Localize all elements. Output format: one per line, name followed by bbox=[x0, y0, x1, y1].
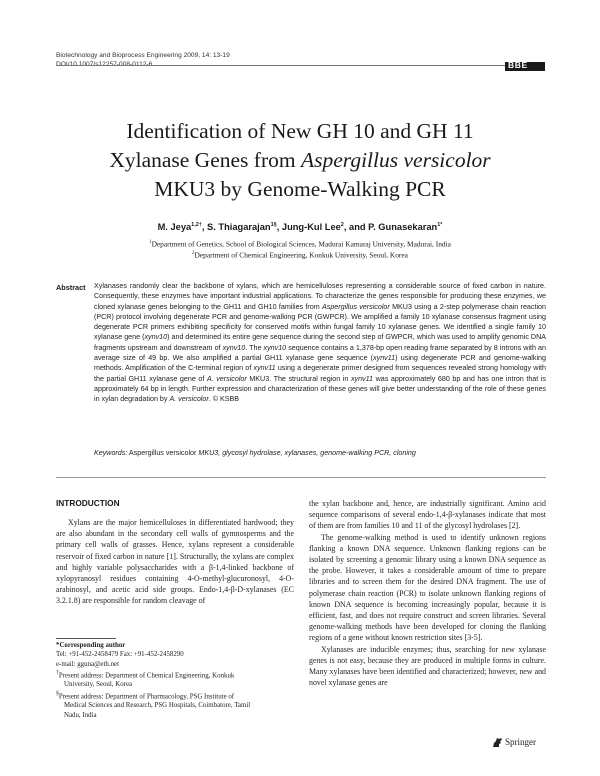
keywords-label: Keywords: bbox=[94, 449, 128, 457]
author-name: P. Gunasekaran bbox=[368, 222, 438, 233]
abstract-italic-term: A. versicolor bbox=[206, 374, 247, 383]
affiliation-2-sup: 2 bbox=[192, 251, 195, 256]
title-line-2 bbox=[40, 146, 560, 175]
abstract-italic-term: xynv11 bbox=[350, 374, 374, 383]
journal-citation bbox=[56, 52, 230, 69]
abstract-segment: was approximately 680 bp and has one intron that is approximately 64 bp in length. Further expression and characterization of these genes will give better understanding of the role of these genes in xylan degradation by bbox=[94, 374, 546, 404]
abstract-segment: MKU3 using a 2-step polymerase chain reaction (PCR) protocol involving degenerate PCR and genome-walking PCR (GWPCR). We amplified a family 10 xylanase consensus fragment using degenerate PCR primers exhibiting specificity for conserved motifs within fungal family 10 xylanase genes. We identified a single family 10 xylanase gene ( bbox=[94, 302, 546, 342]
intro-paragraph-2: the xylan backbone and, hence, are industrially significant. Amino acid sequence comparisons of several endo-1,4-β-xylanases indicate that most of them are from families 10 and 11 of the glycosyl hydrolases [2]. bbox=[309, 499, 546, 531]
abstract-italic-term: xynv11 bbox=[373, 354, 396, 363]
section-divider bbox=[56, 477, 546, 478]
author-list bbox=[40, 222, 560, 232]
present-address-1-text: Present address: Department of Chemical Engineering, Konkuk bbox=[58, 672, 235, 680]
paper-title bbox=[40, 117, 560, 204]
contact-phone: Tel: +91-452-2458479 Fax: +91-452-2458290 bbox=[56, 651, 184, 659]
corresponding-author-label: *Corresponding author bbox=[56, 642, 126, 649]
affiliation-1 bbox=[40, 238, 560, 249]
intro-paragraph-3: The genome-walking method is used to identify unknown regions flanking a known DNA sequence. Unknown flanking regions can be isolated by screening a genomic library using a known DNA sequence as the probe. However, it takes a considerable amount of time to prepare libraries and to screen them for the desired DNA fragment. The use of polymerase chain reaction (PCR) to isolate unknown flanking regions of known DNA sequence is becoming increasingly popular, because it is efficient, fast, and does not require construct and screen libraries. Several genome-walking methods have been developed for cloning the flanking regions of a gene without known restriction sites [3-5]. bbox=[309, 532, 546, 643]
present-address-1-sup: † bbox=[56, 669, 59, 676]
abstract-italic-term: xynv10 bbox=[263, 343, 287, 352]
affiliation-1-text: Department of Genetics, School of Biological Sciences, Madurai Kamaraj University, Madurai, India bbox=[151, 239, 451, 249]
abstract-segment: MKU3. The structural region in bbox=[246, 374, 351, 383]
present-address-1-cont: University, Seoul, Korea bbox=[64, 681, 133, 689]
journal-badge-label: BBE bbox=[508, 60, 528, 70]
abstract-segment: using a degenerate primer designed from sequences revealed strong homology with the partial GH11 xylanase gene of bbox=[94, 364, 546, 383]
keywords bbox=[94, 448, 546, 458]
introduction-heading: INTRODUCTION bbox=[56, 498, 120, 508]
present-address-2 bbox=[56, 690, 294, 702]
author-separator: , bbox=[276, 222, 282, 233]
author-separator: , and bbox=[343, 222, 369, 233]
title-line-3: MKU3 by Genome-Walking PCR bbox=[154, 177, 446, 201]
abstract-segment: ) using degenerate PCR and genome-walking methods. Amplification of the C-terminal region of bbox=[94, 354, 546, 373]
affiliation-2 bbox=[40, 249, 560, 260]
author-name: S. Thiagarajan bbox=[207, 222, 271, 233]
author-name: Jung-Kul Lee bbox=[281, 222, 341, 233]
abstract-italic-term: Aspergillus versicolor bbox=[322, 302, 390, 311]
title-line-2-text: Xylanase Genes from bbox=[109, 148, 301, 172]
intro-paragraph-4: Xylanases are inducible enzymes; thus, searching for new xylanase genes is not easy, because they are produced in multiple forms in culture. Many xylanases have been identified and characterized; however, new and novel xylanase genes are bbox=[309, 644, 546, 688]
author-name: M. Jeya bbox=[157, 222, 192, 233]
abstract-label: Abstract bbox=[56, 283, 86, 292]
abstract-italic-term: xynv10 bbox=[222, 343, 246, 352]
abstract-segment: . The bbox=[245, 343, 264, 352]
present-address-2-text: Present address: Department of Pharmacology, PSG Institute of bbox=[58, 693, 235, 701]
footnotes bbox=[56, 641, 294, 720]
affiliation-2-text: Department of Chemical Engineering, Konkuk University, Seoul, Korea bbox=[194, 250, 408, 260]
affiliation-1-sup: 1 bbox=[149, 240, 152, 245]
publisher-logo: Springer bbox=[505, 737, 536, 747]
springer-horse-icon bbox=[491, 737, 504, 748]
author-affiliation-sup: 1,2† bbox=[191, 222, 202, 228]
present-address-1 bbox=[56, 669, 294, 681]
keywords-species: Aspergillus versicolor bbox=[127, 449, 197, 457]
doi: DOI/10.1007/s12257-008-0112-6 bbox=[56, 60, 153, 68]
abstract-segment: Xylanases randomly clear the backbone of xylans, which are hemicelluloses representing a considerable source of fixed carbon in nature. Consequently, these enzymes have important industrial applications. To characterize the genes responsible for producing these enzymes, we cloned xylanase genes belonging to the GH11 and GH10 families from bbox=[94, 282, 546, 311]
intro-right-column bbox=[309, 498, 546, 688]
title-species: Aspergillus versicolor bbox=[300, 148, 491, 172]
abstract-italic-term: xynv11 bbox=[253, 364, 276, 373]
author-separator: , bbox=[201, 222, 208, 233]
keywords-list: MKU3, glycosyl hydrolase, xylanases, genome-walking PCR, cloning bbox=[196, 449, 416, 457]
abstract-italic-term: A. versicolor bbox=[169, 395, 209, 404]
abstract-text bbox=[94, 281, 546, 405]
abstract-italic-term: xynv10 bbox=[144, 333, 168, 342]
header-rule bbox=[56, 65, 544, 66]
footnote-rule bbox=[56, 638, 116, 639]
journal-name: Biotechnology and Bioprocess Engineering 2009, 14: 13-19 bbox=[56, 52, 230, 59]
abstract-segment: ) and determined its entire gene sequence during the second step of GWPCR, which was used to amplify genomic DNA fragments upstream and downstream of bbox=[94, 333, 546, 352]
title-line-1: Identification of New GH 10 and GH 11 bbox=[126, 119, 474, 143]
author-affiliation-sup: 1§ bbox=[270, 222, 277, 228]
intro-paragraph-1: Xylans are the major hemicelluloses in differentiated hardwood; they are also abundant in the secondary cell walls of gymnosperms and the primary cell walls of grasses. Hence, xylans represent a considerable reservoir of fixed carbon in nature [1]. Structurally, the xylans are complex and highly variable polysaccharides with a β-1,4-linked backbone of xylopyranosyl residues containing 4-O-methyl-glucuronosyl, 4-O-arabinosyl, and acetic acid side groups. Endo-1,4-β-D-xylanases (EC 3.2.1.8) are responsible for random cleavage of bbox=[56, 518, 294, 606]
author-affiliation-sup: 2 bbox=[340, 222, 344, 228]
contact-email[interactable]: e-mail: gguna@eth.net bbox=[56, 660, 119, 668]
present-address-2-cont-1: Medical Sciences and Research, PSG Hospitals, Coimbatore, Tamil bbox=[64, 702, 251, 710]
present-address-2-cont-2: Nadu, India bbox=[64, 711, 97, 719]
intro-left-column bbox=[56, 517, 294, 607]
abstract-segment: sequence contains a 1,378-bp open reading frame separated by 8 introns with an average size of 49 bp. We also amplified a partial GH11 xylanase gene sequence ( bbox=[94, 343, 546, 363]
abstract-segment: . © KSBB bbox=[208, 395, 239, 404]
present-address-2-sup: § bbox=[56, 690, 59, 697]
author-affiliation-sup: 1* bbox=[437, 222, 443, 228]
